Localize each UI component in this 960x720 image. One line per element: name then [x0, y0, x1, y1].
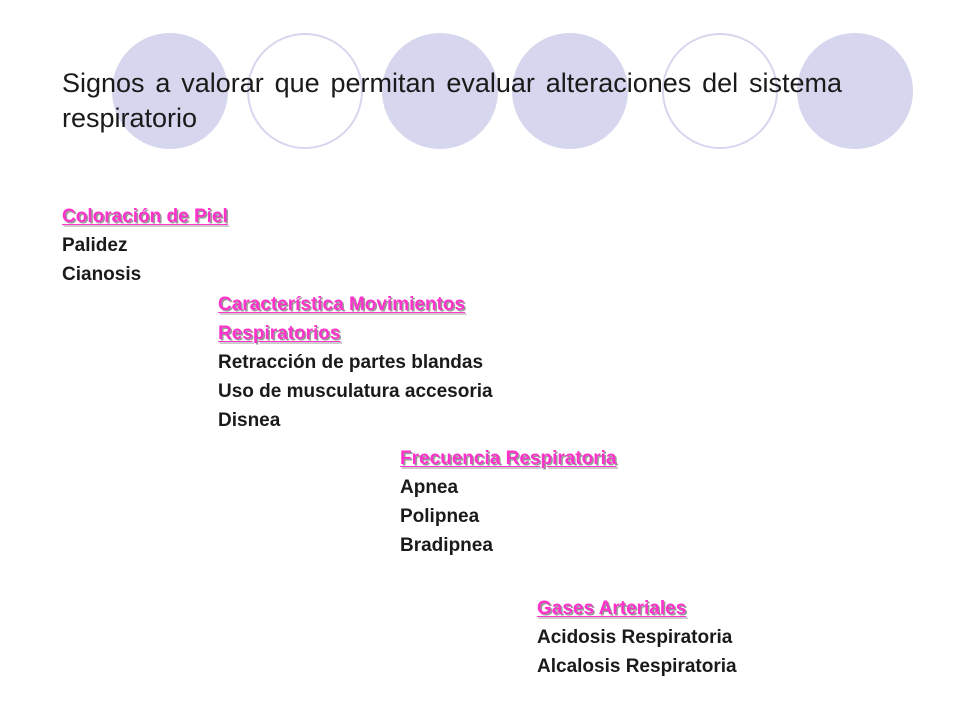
list-item: Palidez — [62, 235, 128, 256]
list-item: Retracción de partes blandas — [218, 352, 484, 373]
section-heading-line: Característica Movimientos — [218, 294, 466, 315]
list-item: Disnea — [218, 410, 281, 431]
list-item: Uso de musculatura accesoria — [218, 381, 493, 402]
section-movimientos-respiratorios — [218, 290, 493, 435]
list-item: Cianosis — [62, 264, 142, 285]
list-item: Alcalosis Respiratoria — [537, 656, 737, 677]
list-item: Apnea — [400, 477, 459, 498]
slide-title: Signos a valorar que permitan evaluar alteraciones del sistema respiratorio — [62, 68, 842, 133]
section-heading: Gases Arteriales — [537, 598, 687, 619]
list-item: Bradipnea — [400, 535, 493, 556]
section-heading: Coloración de Piel — [62, 206, 228, 227]
section-gases-arteriales — [537, 594, 737, 681]
section-coloracion-piel — [62, 202, 228, 289]
section-frecuencia-respiratoria — [400, 444, 616, 560]
list-item: Polipnea — [400, 506, 480, 527]
list-item: Acidosis Respiratoria — [537, 627, 733, 648]
section-heading-line: Respiratorios — [218, 323, 341, 344]
section-heading: Frecuencia Respiratoria — [400, 448, 617, 469]
